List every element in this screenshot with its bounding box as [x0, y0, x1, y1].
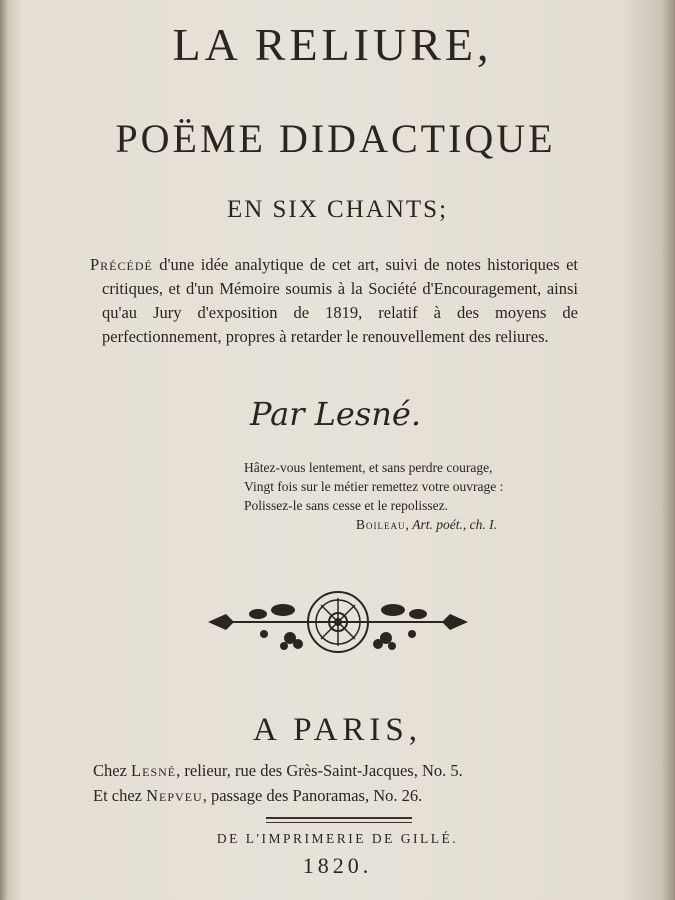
publisher-name: Nepveu [146, 786, 203, 805]
epigraph-line: Polissez-le sans cesse et le repolissez. [244, 498, 448, 513]
description-paragraph [90, 253, 578, 349]
epigraph [244, 458, 503, 534]
printer-line: DE L'IMPRIMERIE DE GILLÉ. [216, 831, 459, 846]
divider-rule [266, 817, 412, 823]
publishers [93, 758, 463, 808]
epigraph-line: Vingt fois sur le métier remettez votre ouvrage : [244, 479, 504, 494]
publisher-address: , relieur, rue des Grès-Saint-Jacques, No. 5. [176, 761, 463, 780]
publisher-prefix: Et chez [93, 786, 147, 805]
epigraph-attribution: Boileau, Art. poét., ch. I. [356, 517, 497, 532]
description-text: d'une idée analytique de cet art, suivi de notes historiques et critiques, et d'un Mémoire soumis à la Société d'Encouragement, ainsi qu'au Jury d'exposition de 1819, relatif à des moyens de perfectionnement, propres à retarder le renouvellement des reliures. [102, 255, 578, 346]
publication-year: 1820. [302, 853, 373, 878]
publisher-prefix: Chez [93, 761, 132, 780]
publisher-address: , passage des Panoramas, No. 26. [202, 786, 423, 805]
author-line: Par Lesné. [250, 395, 421, 433]
book-subtitle: POËME DIDACTIQUE [115, 116, 556, 161]
book-title: LA RELIURE, [172, 19, 493, 70]
publisher-line [93, 758, 463, 783]
ornament-rosette-icon [208, 584, 468, 664]
chants-line: EN SIX CHANTS; [226, 196, 449, 223]
place-line: A PARIS, [252, 712, 423, 748]
attribution-name: Boileau [356, 517, 406, 532]
publisher-name: Lesné [131, 761, 177, 780]
attribution-work: Art. poét., ch. I. [412, 517, 497, 532]
publisher-line [93, 783, 463, 808]
description-lead: Précédé [90, 255, 153, 274]
epigraph-line: Hâtez-vous lentement, et sans perdre courage, [244, 460, 493, 475]
